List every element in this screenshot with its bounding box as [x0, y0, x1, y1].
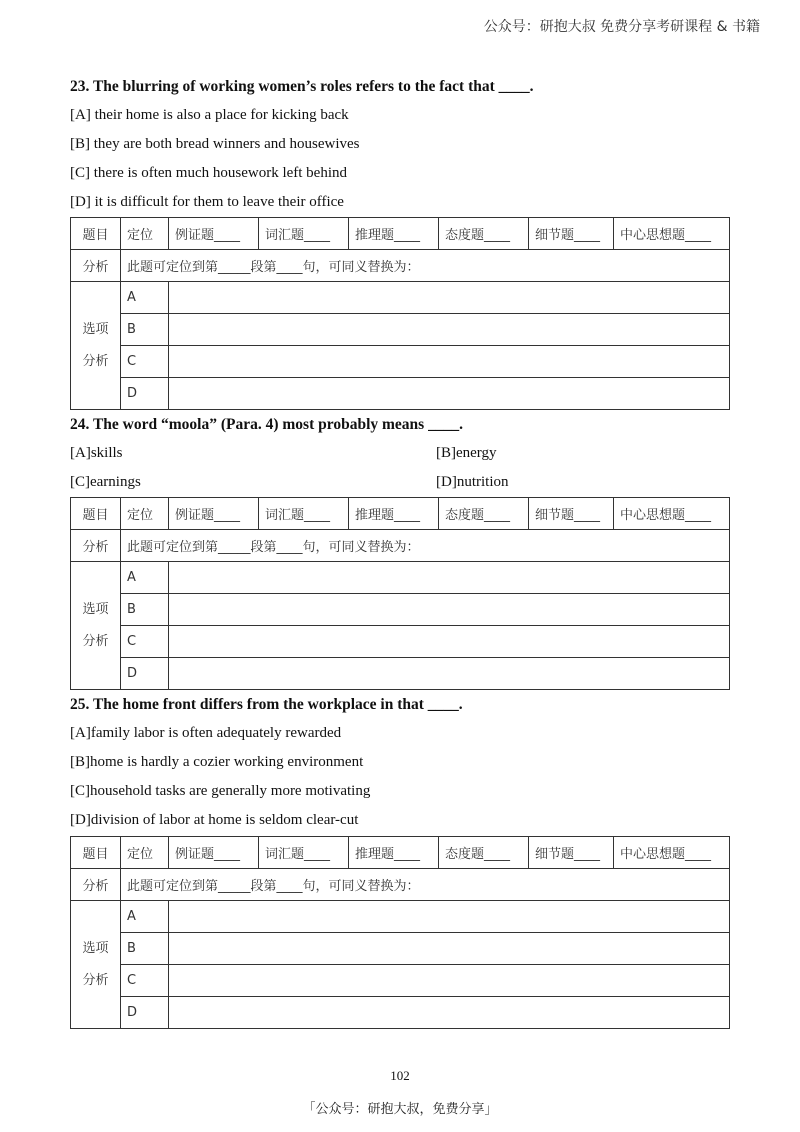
type-vocabulary: 词汇题____	[259, 498, 349, 530]
option-a: [A]skills	[70, 445, 123, 461]
type-example: 例证题____	[169, 218, 259, 250]
type-inference: 推理题____	[349, 837, 439, 869]
answer-cell-d[interactable]	[169, 997, 730, 1029]
type-inference: 推理题____	[349, 218, 439, 250]
locate-text: 此题可定位到第_____段第____句，可同义替换为：	[121, 530, 730, 562]
type-detail: 细节题____	[529, 837, 614, 869]
type-vocabulary: 词汇题____	[259, 837, 349, 869]
letter-b: B	[121, 933, 169, 965]
option-a: [A]family labor is often adequately rewarded	[70, 725, 342, 741]
answer-cell-d[interactable]	[169, 378, 730, 410]
answer-cell-b[interactable]	[169, 933, 730, 965]
analysis-table-25	[70, 836, 730, 1029]
type-main-idea: 中心思想题____	[614, 218, 730, 250]
letter-c: C	[121, 965, 169, 997]
option-analysis-label	[71, 562, 121, 690]
page-number: 102	[390, 1068, 410, 1083]
type-attitude: 态度题____	[439, 498, 529, 530]
letter-d: D	[121, 997, 169, 1029]
option-analysis-label	[71, 901, 121, 1029]
locate-text: 此题可定位到第_____段第____句，可同义替换为：	[121, 869, 730, 901]
option-c: [C]household tasks are generally more motivating	[70, 783, 371, 799]
letter-a: A	[121, 562, 169, 594]
type-locate: 定位	[121, 837, 169, 869]
analysis-table-24	[70, 497, 730, 690]
type-locate: 定位	[121, 498, 169, 530]
question-title: 25. The home front differs from the workplace in that ____.	[70, 696, 463, 713]
option-b: [B]energy	[436, 445, 497, 461]
answer-cell-a[interactable]	[169, 562, 730, 594]
letter-a: A	[121, 282, 169, 314]
row-label-topic: 题目	[71, 837, 121, 869]
option-analysis-label	[71, 282, 121, 410]
analysis-table-23	[70, 217, 730, 410]
row-label-analysis: 分析	[71, 530, 121, 562]
answer-cell-a[interactable]	[169, 901, 730, 933]
answer-cell-b[interactable]	[169, 594, 730, 626]
row-label-analysis: 分析	[71, 869, 121, 901]
option-c: [C] there is often much housework left behind	[70, 165, 348, 181]
letter-d: D	[121, 378, 169, 410]
question-24	[70, 411, 730, 497]
page-header: 公众号：研抱大叔 免费分享考研课程 & 书籍	[483, 19, 760, 35]
option-label-line1: 选项	[82, 601, 109, 617]
question-23	[70, 73, 730, 217]
locate-text: 此题可定位到第_____段第____句，可同义替换为：	[121, 250, 730, 282]
option-label-line1: 选项	[82, 321, 109, 337]
row-label-topic: 题目	[71, 218, 121, 250]
type-detail: 细节题____	[529, 498, 614, 530]
option-d: [D] it is difficult for them to leave their office	[70, 194, 344, 210]
question-title: 24. The word “moola” (Para. 4) most probably means ____.	[70, 416, 463, 433]
answer-cell-b[interactable]	[169, 314, 730, 346]
option-c: [C]earnings	[70, 474, 141, 490]
option-d: [D]division of labor at home is seldom clear-cut	[70, 812, 359, 828]
type-attitude: 态度题____	[439, 218, 529, 250]
row-label-analysis: 分析	[71, 250, 121, 282]
answer-cell-c[interactable]	[169, 965, 730, 997]
type-detail: 细节题____	[529, 218, 614, 250]
option-label-line2: 分析	[82, 353, 109, 369]
letter-b: B	[121, 314, 169, 346]
type-vocabulary: 词汇题____	[259, 218, 349, 250]
answer-cell-a[interactable]	[169, 282, 730, 314]
footer-note: 「公众号：研抱大叔，免费分享」	[302, 1102, 498, 1117]
answer-cell-c[interactable]	[169, 626, 730, 658]
answer-cell-d[interactable]	[169, 658, 730, 690]
letter-d: D	[121, 658, 169, 690]
question-title: 23. The blurring of working women’s roles refers to the fact that ____.	[70, 78, 534, 95]
letter-c: C	[121, 346, 169, 378]
type-example: 例证题____	[169, 837, 259, 869]
option-label-line2: 分析	[82, 633, 109, 649]
option-label-line1: 选项	[82, 940, 109, 956]
question-25	[70, 691, 730, 835]
type-inference: 推理题____	[349, 498, 439, 530]
option-b: [B] they are both bread winners and housewives	[70, 136, 360, 152]
letter-b: B	[121, 594, 169, 626]
option-a: [A] their home is also a place for kicking back	[70, 107, 349, 123]
letter-c: C	[121, 626, 169, 658]
option-label-line2: 分析	[82, 972, 109, 988]
option-d: [D]nutrition	[436, 474, 509, 490]
type-example: 例证题____	[169, 498, 259, 530]
answer-cell-c[interactable]	[169, 346, 730, 378]
type-main-idea: 中心思想题____	[614, 837, 730, 869]
row-label-topic: 题目	[71, 498, 121, 530]
type-locate: 定位	[121, 218, 169, 250]
type-main-idea: 中心思想题____	[614, 498, 730, 530]
type-attitude: 态度题____	[439, 837, 529, 869]
option-b: [B]home is hardly a cozier working environment	[70, 754, 364, 770]
letter-a: A	[121, 901, 169, 933]
